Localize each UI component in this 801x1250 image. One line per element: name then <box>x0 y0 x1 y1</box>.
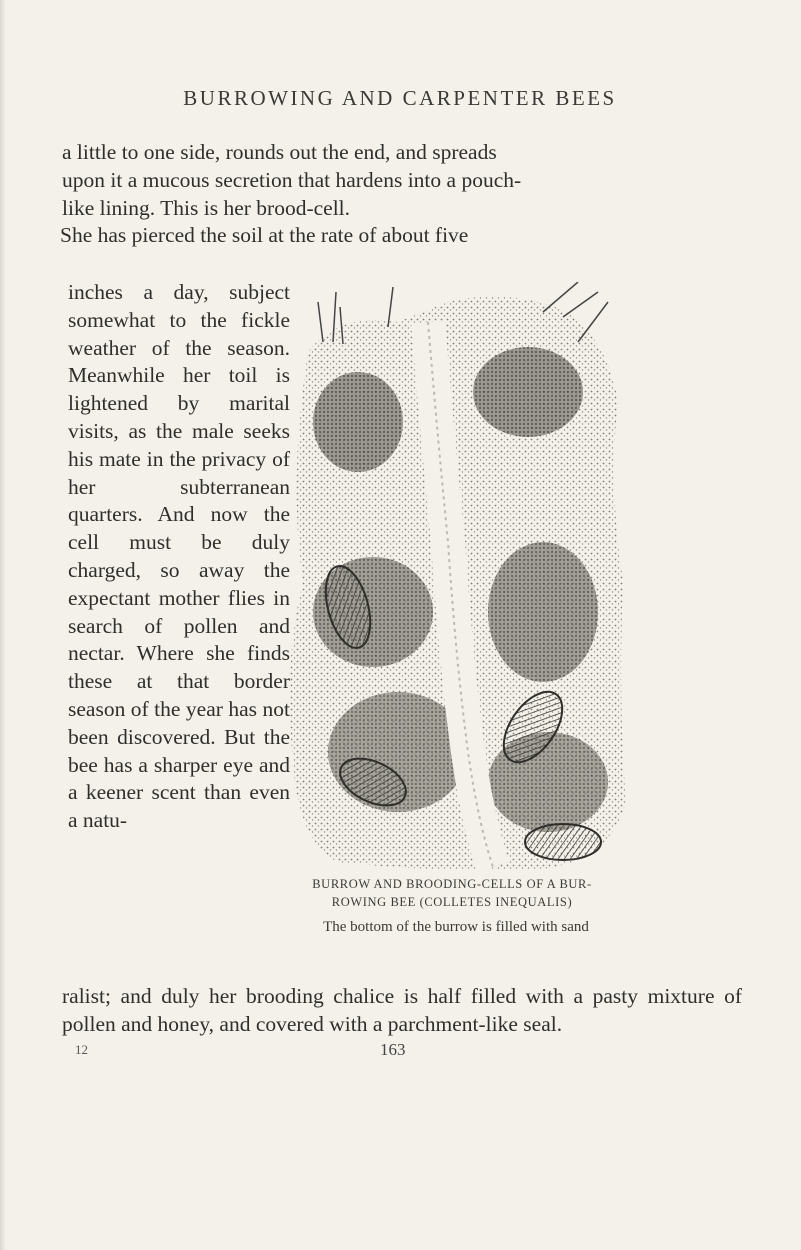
bottom-paragraph: ralist; and duly her brooding chalice is half filled with a pasty mixture of pollen and honey, and covered with a parchment-like seal. <box>62 984 742 1036</box>
text-line: a little to one side, rounds out the end, and spreads <box>62 140 497 164</box>
left-column-text: inches a day, subject somewhat to the fickle weather of the season. Meanwhile her toil is lightened by marital visits, as the male seeks his mate in the privacy of her subterranean quarters. And now the cell must be duly charged, so away the expectant mother flies in search of pollen and nectar. Where she finds these at that border season of the year has not been discovered. But the bee has a sharper eye and a keener scent than even a natu- <box>68 280 290 833</box>
caption-line: ROWING BEE (COLLETES INEQUALIS) <box>331 895 573 909</box>
signature-mark: 12 <box>75 1042 88 1057</box>
page-number: 163 <box>380 1040 406 1059</box>
text-line: She has pierced the soil at the rate of about five <box>60 223 469 248</box>
burrow-illustration <box>278 282 630 872</box>
caption-line: BURROW AND BROODING-CELLS OF A BUR- <box>312 877 592 891</box>
text-line: like lining. This is her brood-cell. <box>62 195 351 220</box>
running-header: BURROWING AND CARPENTER BEES <box>183 86 617 110</box>
page-edge-shadow <box>0 0 6 1250</box>
top-paragraph <box>62 139 742 250</box>
text-line: upon it a mucous secretion that hardens into a pouch- <box>62 167 522 192</box>
caption-note: The bottom of the burrow is filled with sand <box>323 919 589 935</box>
figure-caption <box>262 875 642 911</box>
